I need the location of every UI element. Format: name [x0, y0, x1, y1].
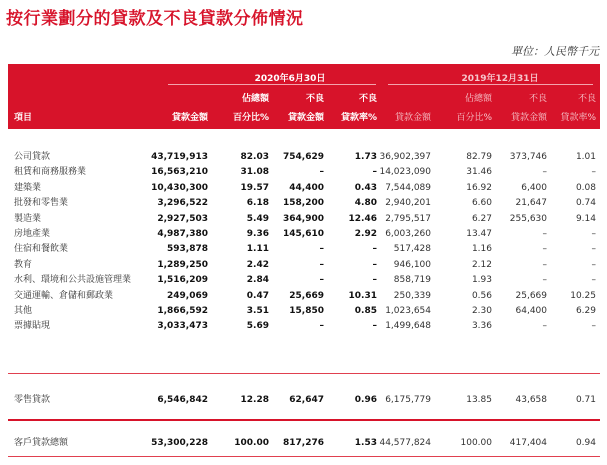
period-current: 2020年6月30日: [254, 74, 326, 84]
cell-prior-3: –: [591, 275, 596, 285]
cell-prior-0: 2,795,517: [385, 214, 431, 224]
table-row: [8, 273, 600, 287]
cell-prior-0: 36,902,397: [379, 152, 431, 162]
cell-prior-3: 9.14: [575, 214, 596, 224]
cell-current-1: 2.84: [246, 275, 269, 285]
cell-current-1: 5.69: [246, 321, 269, 331]
row-label: 客戶貸款總額: [14, 438, 69, 448]
cell-prior-3: –: [591, 244, 596, 254]
cell-prior-2: –: [542, 275, 547, 285]
row-label: 公司貸款: [14, 152, 51, 162]
cell-current-3: 0.96: [354, 395, 377, 405]
cell-current-0: 3,296,522: [157, 198, 208, 208]
table-row: [8, 289, 600, 303]
cell-current-2: 25,669: [289, 291, 324, 301]
cell-prior-0: 7,544,089: [385, 183, 431, 193]
cell-current-0: 249,069: [167, 291, 208, 301]
cell-current-2: 15,850: [289, 306, 324, 316]
cell-current-2: –: [319, 167, 324, 177]
retail-row: [8, 393, 600, 407]
cell-current-3: –: [372, 244, 377, 254]
table-row: [8, 165, 600, 179]
cell-prior-3: 0.74: [575, 198, 596, 208]
cell-prior-0: 517,428: [393, 244, 431, 254]
table-row: [8, 196, 600, 210]
cell-prior-2: 21,647: [515, 198, 547, 208]
row-label: 建築業: [14, 183, 42, 193]
cell-prior-1: 1.93: [471, 275, 492, 285]
cell-prior-3: 1.01: [575, 152, 596, 162]
cell-current-1: 0.47: [246, 291, 269, 301]
row-label: 批發和零售業: [14, 198, 69, 208]
period-prior: 2019年12月31日: [461, 74, 539, 84]
col-c2-l1: 不良: [305, 94, 324, 104]
cell-prior-3: 6.29: [575, 306, 596, 316]
cell-prior-0: 250,339: [393, 291, 431, 301]
row-label: 其他: [14, 306, 33, 316]
cell-prior-3: 10.25: [570, 291, 596, 301]
cell-current-3: 12.46: [348, 214, 377, 224]
cell-current-3: 10.31: [348, 291, 377, 301]
table-row: [8, 319, 600, 333]
cell-current-2: 364,900: [283, 214, 324, 224]
cell-prior-2: 417,404: [509, 438, 547, 448]
col-c0-l2: 貸款金額: [171, 113, 208, 123]
col-p2-l1: 不良: [528, 94, 547, 104]
cell-current-1: 9.36: [246, 229, 269, 239]
cell-current-0: 2,927,503: [157, 214, 208, 224]
col-p3-l1: 不良: [577, 94, 596, 104]
cell-prior-1: 3.36: [471, 321, 492, 331]
col-c1-l2: 百分比%: [232, 113, 269, 123]
cell-current-2: 44,400: [289, 183, 324, 193]
cell-prior-0: 6,175,779: [385, 395, 431, 405]
cell-current-3: –: [372, 260, 377, 270]
cell-current-2: 62,647: [289, 395, 324, 405]
cell-prior-3: –: [591, 167, 596, 177]
cell-prior-2: 6,400: [521, 183, 547, 193]
cell-current-3: 4.80: [354, 198, 377, 208]
period-prior-rule: [388, 84, 593, 85]
row-label: 製造業: [14, 214, 42, 224]
cell-prior-0: 14,023,090: [379, 167, 431, 177]
cell-prior-2: –: [542, 244, 547, 254]
cell-prior-3: –: [591, 229, 596, 239]
col-p1-l1: 佔總額: [464, 94, 492, 104]
cell-current-3: –: [372, 275, 377, 285]
section-divider: [8, 373, 600, 374]
cell-current-3: 2.92: [354, 229, 377, 239]
cell-current-2: 145,610: [283, 229, 324, 239]
cell-current-1: 3.51: [246, 306, 269, 316]
table-row: [8, 242, 600, 256]
cell-prior-0: 1,499,648: [385, 321, 431, 331]
cell-prior-0: 44,577,824: [379, 438, 431, 448]
cell-current-2: 817,276: [283, 438, 324, 448]
total-row: [8, 436, 600, 450]
cell-prior-0: 2,940,201: [385, 198, 431, 208]
table-row: [8, 227, 600, 241]
cell-current-3: –: [372, 321, 377, 331]
cell-current-2: 754,629: [283, 152, 324, 162]
cell-current-2: –: [319, 244, 324, 254]
cell-prior-0: 6,003,260: [385, 229, 431, 239]
row-label: 交通運輸、倉儲和郵政業: [14, 291, 114, 301]
cell-prior-0: 946,100: [393, 260, 431, 270]
cell-prior-1: 100.00: [460, 438, 492, 448]
cell-current-1: 12.28: [240, 395, 269, 405]
cell-prior-1: 13.47: [466, 229, 492, 239]
table-row: [8, 258, 600, 272]
col-p0-l2: 貸款金額: [394, 113, 431, 123]
cell-prior-2: 25,669: [515, 291, 547, 301]
cell-prior-3: 0.94: [575, 438, 596, 448]
cell-current-3: –: [372, 167, 377, 177]
row-label: 零售貸款: [14, 395, 51, 405]
table-header: [8, 64, 600, 129]
cell-current-0: 43,719,913: [151, 152, 208, 162]
cell-current-1: 6.18: [246, 198, 269, 208]
cell-current-1: 19.57: [240, 183, 269, 193]
table-row: [8, 150, 600, 164]
cell-prior-2: 43,658: [515, 395, 547, 405]
cell-current-3: 0.85: [354, 306, 377, 316]
cell-current-0: 1,516,209: [157, 275, 208, 285]
row-label: 教育: [14, 260, 33, 270]
cell-current-0: 4,987,380: [157, 229, 208, 239]
cell-current-2: 158,200: [283, 198, 324, 208]
cell-current-0: 10,430,300: [151, 183, 208, 193]
cell-prior-2: –: [542, 260, 547, 270]
cell-prior-1: 82.79: [466, 152, 492, 162]
cell-current-1: 100.00: [234, 438, 269, 448]
cell-prior-3: –: [591, 260, 596, 270]
cell-prior-2: –: [542, 167, 547, 177]
cell-current-0: 53,300,228: [151, 438, 208, 448]
unit-label: 單位：人民幣千元: [511, 45, 599, 58]
col-c2-l2: 貸款金額: [287, 113, 324, 123]
cell-prior-3: 0.08: [575, 183, 596, 193]
cell-current-1: 1.11: [246, 244, 269, 254]
cell-prior-2: 64,400: [515, 306, 547, 316]
cell-current-2: –: [319, 260, 324, 270]
cell-prior-1: 6.60: [471, 198, 492, 208]
cell-prior-1: 2.30: [471, 306, 492, 316]
cell-prior-1: 1.16: [471, 244, 492, 254]
table-row: [8, 304, 600, 318]
row-label: 住宿和餐飲業: [14, 244, 69, 254]
cell-current-1: 82.03: [240, 152, 269, 162]
cell-current-2: –: [319, 275, 324, 285]
cell-current-2: –: [319, 321, 324, 331]
cell-prior-2: –: [542, 321, 547, 331]
cell-prior-3: –: [591, 321, 596, 331]
row-label: 票據貼現: [14, 321, 51, 331]
cell-current-1: 2.42: [246, 260, 269, 270]
cell-current-3: 0.43: [354, 183, 377, 193]
period-current-rule: [168, 84, 376, 85]
cell-current-0: 1,289,250: [157, 260, 208, 270]
cell-prior-1: 13.85: [466, 395, 492, 405]
cell-current-1: 5.49: [246, 214, 269, 224]
cell-prior-1: 16.92: [466, 183, 492, 193]
row-label: 水利、環境和公共設施管理業: [14, 275, 132, 285]
col-p1-l2: 百分比%: [456, 113, 492, 123]
table-row: [8, 181, 600, 195]
row-label: 租賃和商務服務業: [14, 167, 87, 177]
col-c1-l1: 佔總額: [241, 94, 269, 104]
total-divider: [8, 419, 600, 421]
cell-current-0: 3,033,473: [157, 321, 208, 331]
page-title: 按行業劃分的貸款及不良貸款分佈情況: [6, 9, 304, 29]
col-p2-l2: 貸款金額: [510, 113, 547, 123]
cell-current-3: 1.73: [354, 152, 377, 162]
cell-current-0: 6,546,842: [157, 395, 208, 405]
col-c3-l1: 不良: [358, 94, 377, 104]
cell-prior-0: 858,719: [393, 275, 431, 285]
cell-current-0: 1,866,592: [157, 306, 208, 316]
bottom-rule: [8, 456, 600, 457]
cell-prior-1: 31.46: [466, 167, 492, 177]
cell-prior-1: 6.27: [471, 214, 492, 224]
row-label: 房地產業: [14, 229, 51, 239]
cell-current-3: 1.53: [354, 438, 377, 448]
cell-prior-3: 0.71: [575, 395, 596, 405]
col-p3-l2: 貸款率%: [560, 113, 596, 123]
cell-prior-2: 255,630: [509, 214, 547, 224]
cell-prior-2: –: [542, 229, 547, 239]
cell-current-1: 31.08: [240, 167, 269, 177]
col-c3-l2: 貸款率%: [340, 113, 377, 123]
cell-prior-0: 1,023,654: [385, 306, 431, 316]
cell-current-0: 593,878: [167, 244, 208, 254]
cell-current-0: 16,563,210: [151, 167, 208, 177]
cell-prior-1: 0.56: [471, 291, 492, 301]
cell-prior-2: 373,746: [509, 152, 547, 162]
cell-prior-1: 2.12: [471, 260, 492, 270]
table-row: [8, 212, 600, 226]
item-header: 項目: [14, 113, 33, 123]
